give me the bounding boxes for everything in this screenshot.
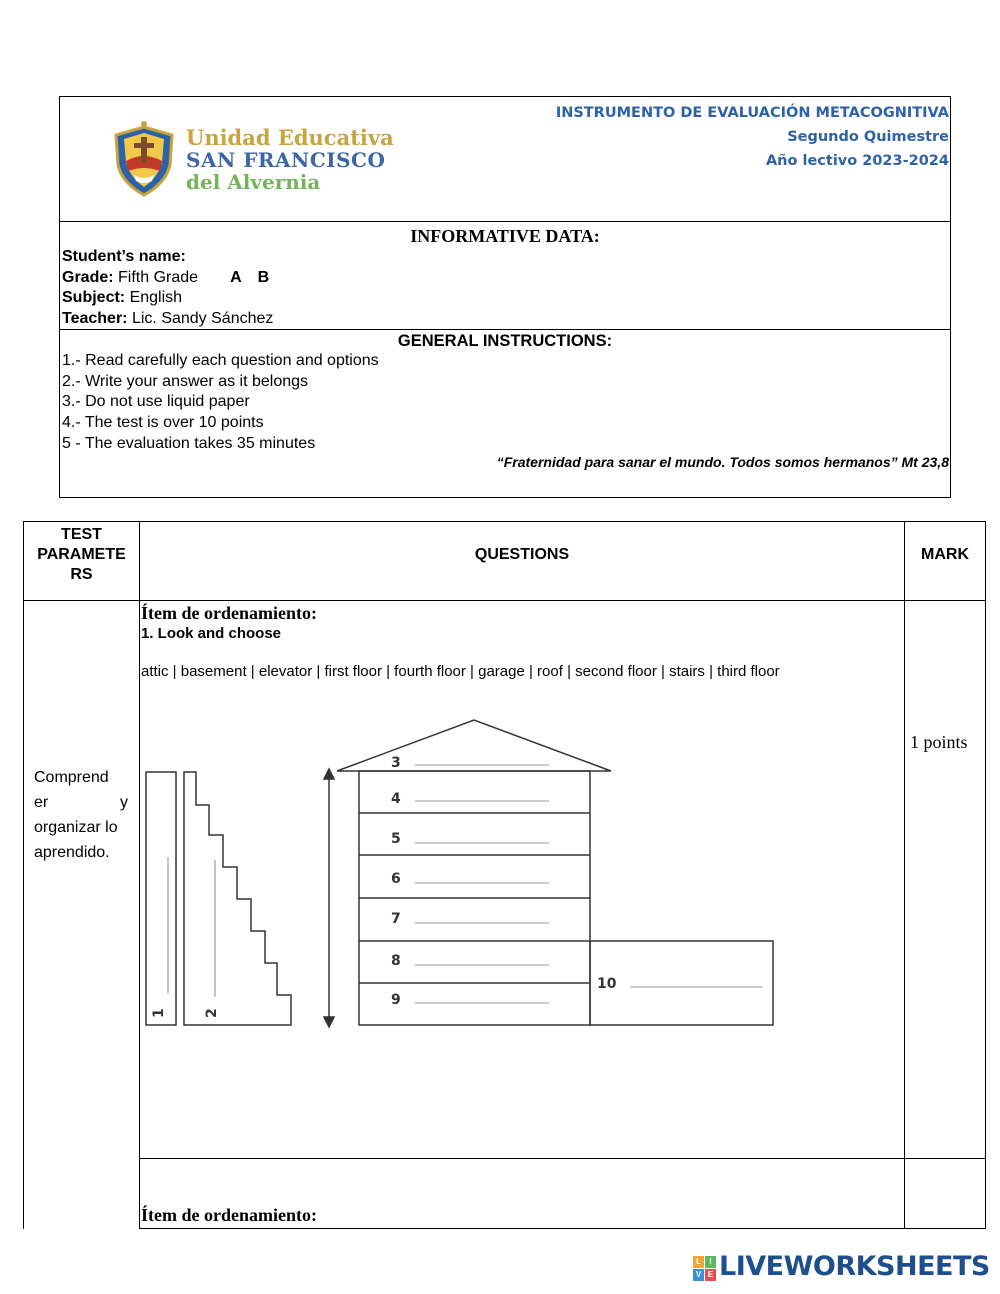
logo-row	[60, 97, 950, 222]
diagram-label-5: 5	[391, 831, 401, 847]
elevator-shape	[146, 772, 176, 1025]
informative-title: INFORMATIVE DATA:	[410, 226, 600, 246]
diagram-label-7: 7	[391, 911, 401, 927]
diagram-label-1: 1	[151, 1008, 167, 1018]
brand-cube: L	[693, 1256, 704, 1268]
table-border-right	[985, 521, 986, 1229]
diagram-label-9: 9	[391, 992, 401, 1008]
school-name-line2: SAN FRANCISCO	[186, 148, 386, 172]
group-b: B	[257, 268, 270, 286]
mark-value: 1 points	[910, 732, 968, 752]
general-instructions	[60, 330, 950, 497]
brand-cubes-icon	[693, 1256, 717, 1282]
brand-text: LIVEWORKSHEETS	[719, 1251, 990, 1282]
diagram-label-6: 6	[391, 871, 401, 887]
subject-value: English	[129, 289, 183, 306]
questions-table	[23, 521, 986, 1229]
word-bank: attic | basement | elevator | first floor | fourth floor | garage | roof | second floor | stairs | third floor	[141, 663, 780, 680]
diagram-label-10: 10	[597, 976, 617, 992]
table-border-top	[23, 521, 986, 522]
instrument-heading	[556, 101, 949, 173]
subject-label: Subject:	[62, 289, 126, 306]
instructions-list	[60, 351, 950, 455]
next-item-title: Ítem de ordenamiento:	[141, 1205, 317, 1225]
group-a: A	[230, 268, 242, 286]
instrument-year: Año lectivo 2023-2024	[765, 153, 949, 169]
table-border-left	[23, 521, 24, 1229]
subject-line	[62, 288, 950, 309]
brand-cube: E	[705, 1269, 716, 1281]
header-test-parameters	[24, 525, 139, 585]
table-col-divider-2	[904, 521, 905, 1229]
instruction-item: 1.- Read carefully each question and options	[62, 352, 379, 369]
student-label: Student’s name:	[62, 248, 186, 265]
parameter-line: organizar lo	[34, 819, 118, 836]
table-header-divider	[23, 600, 986, 601]
parameter-line	[34, 790, 128, 815]
table-col-divider-1	[139, 521, 140, 1229]
parameter-line: Comprend	[34, 769, 109, 786]
diagram-label-3: 3	[391, 755, 401, 771]
table-border-bottom	[139, 1228, 986, 1229]
header-questions: QUESTIONS	[474, 546, 570, 563]
grade-line	[62, 268, 950, 289]
parameter-word: y	[120, 794, 128, 811]
teacher-label: Teacher:	[62, 309, 128, 327]
school-name	[186, 127, 394, 193]
quote: “Fraternidad para sanar el mundo. Todos somos hermanos” Mt 23,8	[496, 454, 949, 470]
teacher-line	[62, 309, 950, 330]
table-row-divider	[139, 1158, 986, 1159]
header-param-line: RS	[70, 566, 93, 583]
diagram-label-8: 8	[391, 953, 401, 969]
teacher-value: Lic. Sandy Sánchez	[131, 309, 274, 327]
school-crest-icon	[108, 121, 180, 199]
grade-label: Grade:	[62, 268, 114, 286]
header-param-line: PARAMETE	[37, 546, 126, 563]
header-param-line: TEST	[61, 526, 102, 543]
answer-lines	[415, 765, 763, 1003]
item-title: Ítem de ordenamiento:	[141, 603, 317, 623]
school-logo	[108, 121, 398, 199]
instrument-title: INSTRUMENTO DE EVALUACIÓN METACOGNITIVA	[555, 105, 949, 121]
roof-shape	[337, 720, 611, 771]
school-name-line3: del Alvernia	[186, 170, 321, 194]
liveworksheets-brand	[693, 1253, 989, 1285]
school-name-line1: Unidad Educativa	[186, 125, 394, 150]
diagram-label-2: 2	[204, 1008, 220, 1018]
instruction-item: 4.- The test is over 10 points	[62, 414, 264, 432]
garage-shape	[590, 941, 773, 1025]
parameter-line: aprendido.	[34, 844, 110, 861]
instruction-item: 2.- Write your answer as it belongs	[62, 372, 309, 390]
diagram-label-4: 4	[391, 791, 401, 807]
house-diagram	[141, 717, 781, 1029]
instruction-item: 5 - The evaluation takes 35 minutes	[62, 434, 316, 452]
grade-value: Fifth Grade	[118, 268, 199, 286]
header-box	[59, 96, 951, 498]
test-parameter	[34, 765, 128, 865]
instructions-title: GENERAL INSTRUCTIONS:	[397, 332, 613, 350]
brand-cube: V	[693, 1269, 704, 1281]
instruction-item: 3.- Do not use liquid paper	[62, 393, 250, 411]
question-label: 1. Look and choose	[141, 625, 282, 642]
brand-cube: I	[705, 1256, 716, 1268]
instrument-term: Segundo Quimestre	[787, 129, 949, 145]
header-mark: MARK	[921, 546, 969, 563]
informative-data	[60, 222, 950, 330]
parameter-word: er	[34, 794, 49, 811]
student-name-line	[62, 247, 950, 268]
stairs-shape	[184, 772, 291, 1025]
